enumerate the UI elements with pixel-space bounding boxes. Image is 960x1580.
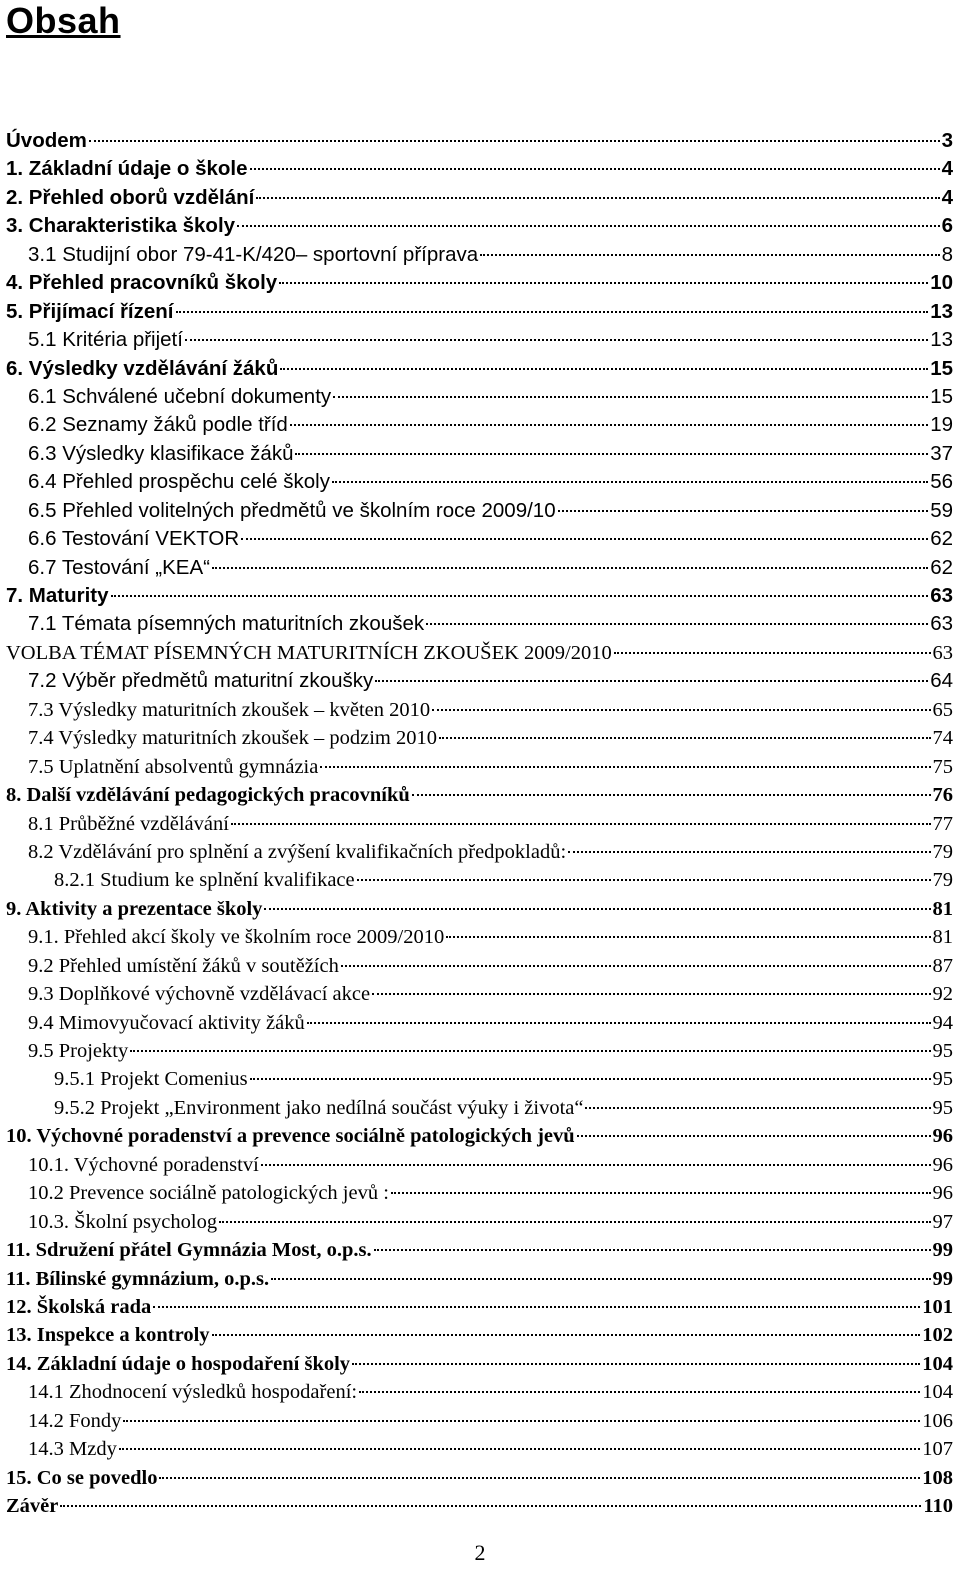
toc-entry-page: 79	[932, 840, 953, 863]
toc-entry[interactable]	[6, 1037, 953, 1065]
toc-entry-title: 8. Další vzdělávání pedagogických pracovníků	[6, 784, 410, 807]
toc-entry-page: 3	[941, 129, 953, 152]
toc-entry-page: 94	[932, 1011, 953, 1034]
toc-entry-page: 95	[932, 1040, 953, 1062]
toc-entry[interactable]	[6, 525, 953, 553]
toc-entry-title: 10.1. Výchovné poradenství	[28, 1153, 259, 1176]
dot-leader	[290, 424, 928, 426]
toc-entry[interactable]	[6, 610, 953, 638]
dot-leader	[212, 1334, 921, 1336]
toc-entry-page: 92	[932, 983, 953, 1006]
toc-entry-title: 14.3 Mzdy	[28, 1438, 117, 1461]
toc-entry-page: 95	[932, 1068, 953, 1091]
dot-leader	[250, 168, 940, 170]
dot-leader	[375, 680, 928, 682]
dot-leader	[357, 879, 931, 881]
toc-entry-page: 15	[930, 384, 953, 408]
dot-leader	[159, 1477, 920, 1479]
toc-entry[interactable]	[6, 753, 953, 781]
toc-entry[interactable]	[6, 724, 953, 752]
toc-entry-page: 96	[932, 1153, 953, 1176]
toc-entry-page: 108	[922, 1466, 953, 1489]
dot-leader	[432, 709, 930, 711]
dot-leader	[359, 1391, 920, 1393]
toc-entry-page: 97	[932, 1210, 953, 1233]
toc-entry-page: 19	[930, 413, 953, 437]
toc-entry-page: 65	[932, 698, 953, 721]
dot-leader	[333, 396, 928, 398]
toc-entry-title: 9. Aktivity a prezentace školy	[6, 897, 263, 920]
toc-entry[interactable]	[6, 639, 953, 667]
dot-leader	[372, 993, 930, 995]
dot-leader	[111, 595, 929, 597]
toc-entry[interactable]	[6, 1065, 953, 1093]
toc-entry[interactable]	[6, 554, 953, 582]
toc-entry-title: 10.2 Prevence sociálně patologických jevů :	[28, 1182, 389, 1205]
toc-entry-title: 3.1 Studijní obor 79-41-K/420– sportovní příprava	[28, 242, 479, 266]
toc-entry-title: 5.1 Kritéria přijetí	[28, 328, 183, 352]
toc-entry[interactable]	[6, 667, 953, 695]
toc-entry-page: 37	[930, 441, 953, 465]
toc-entry-title: 8.2 Vzdělávání pro splnění a zvýšení kvalifikačních předpokladů:	[28, 840, 567, 863]
toc-entry-title: 8.1 Průběžné vzdělávání	[28, 812, 229, 835]
toc-entry-page: 63	[930, 584, 953, 607]
dot-leader	[185, 339, 928, 341]
toc-entry[interactable]	[6, 1378, 953, 1406]
dot-leader	[280, 368, 928, 370]
toc-entry-page: 13	[930, 299, 953, 323]
toc-entry-page: 81	[932, 897, 953, 920]
toc-entry[interactable]	[6, 1321, 953, 1349]
dot-leader	[219, 1221, 930, 1223]
toc-entry-page: 74	[932, 727, 953, 750]
dot-leader	[250, 1078, 931, 1080]
toc-entry-page: 62	[930, 555, 953, 579]
toc-entry-page: 64	[930, 669, 953, 693]
toc-entry-page: 107	[922, 1438, 953, 1461]
toc-entry[interactable]	[6, 184, 953, 212]
dot-leader	[123, 1420, 920, 1422]
toc-entry-title: 4. Přehled pracovníků školy	[6, 271, 278, 295]
dot-leader	[261, 1164, 931, 1166]
toc-entry-title: 15. Co se povedlo	[6, 1466, 158, 1489]
toc-entry[interactable]	[6, 1350, 953, 1378]
dot-leader	[558, 510, 929, 512]
toc-entry-title: 14.1 Zhodnocení výsledků hospodaření:	[28, 1381, 358, 1404]
toc-entry-page: 13	[930, 328, 953, 352]
toc-entry-title: 7.4 Výsledky maturitních zkoušek – podzim 2010	[28, 727, 437, 750]
toc-entry[interactable]	[6, 923, 953, 951]
toc-entry-title: 11. Bílinské gymnázium, o.p.s.	[6, 1267, 270, 1290]
toc-entry-title: 7.1 Témata písemných maturitních zkoušek	[28, 612, 425, 636]
toc-entry-title: 8.2.1 Studium ke splnění kvalifikace	[54, 869, 355, 892]
toc-entry-page: 75	[932, 755, 953, 778]
toc-entry-page: 96	[932, 1182, 953, 1205]
dot-leader	[480, 254, 939, 256]
dot-leader	[341, 965, 931, 967]
toc-entry-title: 9.5.1 Projekt Comenius	[54, 1068, 248, 1091]
toc-entry-page: 10	[930, 271, 953, 295]
dot-leader	[264, 908, 930, 910]
toc-entry[interactable]	[6, 1122, 953, 1150]
toc-entry-page: 62	[930, 527, 953, 551]
toc-entry[interactable]	[6, 127, 953, 155]
toc-entry[interactable]	[6, 952, 953, 980]
toc-entry[interactable]	[6, 298, 953, 326]
toc-entry-title: 6.7 Testování „KEA“	[28, 555, 210, 579]
toc-entry-page: 99	[932, 1267, 953, 1290]
dot-leader	[320, 766, 930, 768]
toc-entry[interactable]	[6, 1009, 953, 1037]
toc-entry-title: 7.3 Výsledky maturitních zkoušek – květen 2010	[28, 698, 431, 721]
toc-entry-title: 6.2 Seznamy žáků podle tříd	[28, 413, 288, 437]
toc-entry-page: 4	[941, 185, 953, 209]
dot-leader	[332, 481, 928, 483]
toc-entry-page: 101	[922, 1295, 953, 1318]
toc-entry-title: 6.1 Schválené učební dokumenty	[28, 384, 332, 408]
toc-entry-title: 9.2 Přehled umístění žáků v soutěžích	[28, 954, 339, 977]
toc-entry-page: 95	[932, 1096, 953, 1119]
toc-entry[interactable]	[6, 269, 953, 297]
toc-entry[interactable]	[6, 241, 953, 269]
toc-entry-title: 13. Inspekce a kontroly	[6, 1324, 210, 1347]
toc-entry-page: 79	[932, 869, 953, 892]
toc-entry[interactable]	[6, 781, 953, 809]
toc-entry[interactable]	[6, 355, 953, 383]
toc-entry-title: Úvodem	[6, 129, 87, 152]
toc-entry-title: VOLBA TÉMAT PÍSEMNÝCH MATURITNÍCH ZKOUŠEK 2009/2010	[6, 641, 612, 664]
dot-leader	[391, 1192, 931, 1194]
dot-leader	[307, 1022, 931, 1024]
toc-entry[interactable]	[6, 838, 953, 866]
toc-entry[interactable]	[6, 866, 953, 894]
toc-entry-title: 6.6 Testování VEKTOR	[28, 527, 240, 551]
toc-entry[interactable]	[6, 383, 953, 411]
toc-entry-title: 7. Maturity	[6, 584, 109, 607]
toc-entry-page: 104	[922, 1381, 953, 1404]
dot-leader	[153, 1306, 920, 1308]
toc-entry-page: 63	[932, 641, 953, 664]
toc-entry-title: 1. Základní údaje o škole	[6, 157, 248, 181]
dot-leader	[119, 1448, 920, 1450]
dot-leader	[212, 567, 928, 569]
toc-entry-page: 59	[930, 498, 953, 522]
toc-entry[interactable]	[6, 980, 953, 1008]
toc-entry[interactable]	[6, 155, 953, 183]
toc-entry-title: 6. Výsledky vzdělávání žáků	[6, 356, 279, 380]
toc-entry[interactable]	[6, 440, 953, 468]
toc-entry-title: 9.4 Mimovyučovací aktivity žáků	[28, 1011, 305, 1034]
toc-entry[interactable]	[6, 497, 953, 525]
toc-entry-title: 7.2 Výběr předmětů maturitní zkoušky	[28, 669, 374, 693]
toc-entry[interactable]	[6, 895, 953, 923]
toc-entry-title: 9.5.2 Projekt „Environment jako nedílná součást výuky i života“	[54, 1096, 584, 1119]
toc-entry[interactable]	[6, 696, 953, 724]
toc-entry-page: 81	[932, 926, 953, 949]
dot-leader	[231, 823, 931, 825]
toc-entry-page: 8	[941, 242, 953, 266]
page-title: Obsah	[6, 0, 121, 41]
toc-entry-title: 14.2 Fondy	[28, 1409, 122, 1432]
toc-entry[interactable]	[6, 1293, 953, 1321]
toc-entry-page: 110	[923, 1495, 953, 1517]
toc-entry-title: 3. Charakteristika školy	[6, 214, 236, 238]
toc-entry-title: 12. Školská rada	[6, 1295, 152, 1318]
toc-entry-title: 5. Přijímací řízení	[6, 299, 174, 323]
dot-leader	[577, 1135, 931, 1137]
toc-entry-page: 63	[930, 612, 953, 636]
dot-leader	[352, 1363, 920, 1365]
page-number: 2	[474, 1540, 486, 1565]
toc-entry[interactable]	[6, 468, 953, 496]
dot-leader	[426, 623, 928, 625]
toc-entry-page: 87	[932, 954, 953, 977]
toc-entry[interactable]	[6, 1179, 953, 1207]
dot-leader	[614, 652, 931, 654]
dot-leader	[568, 851, 930, 853]
toc-entry-title: 10.3. Školní psycholog	[28, 1210, 218, 1233]
toc-entry[interactable]	[6, 1492, 953, 1520]
toc-entry[interactable]	[6, 326, 953, 354]
toc-entry[interactable]	[6, 810, 953, 838]
toc-entry-title: 9.5 Projekty	[28, 1040, 129, 1062]
toc-entry[interactable]	[6, 1265, 953, 1293]
toc-entry-page: 77	[932, 812, 953, 835]
dot-leader	[241, 538, 928, 540]
toc-entry[interactable]	[6, 1435, 953, 1463]
toc-entry[interactable]	[6, 582, 953, 610]
toc-entry-page: 56	[930, 470, 953, 494]
dot-leader	[412, 794, 931, 796]
dot-leader	[271, 1278, 930, 1280]
toc-entry-title: 9.3 Doplňkové výchovně vzdělávací akce	[28, 983, 371, 1006]
dot-leader	[374, 1249, 931, 1251]
dot-leader	[585, 1107, 930, 1109]
toc-entry-page: 76	[932, 784, 953, 807]
dot-leader	[295, 453, 928, 455]
toc-entry-page: 6	[941, 214, 953, 238]
toc-entry[interactable]	[6, 411, 953, 439]
toc-entry-title: 14. Základní údaje o hospodaření školy	[6, 1352, 351, 1375]
toc-entry[interactable]	[6, 1236, 953, 1264]
dot-leader	[279, 282, 928, 284]
toc-entry-title: 9.1. Přehled akcí školy ve školním roce 2009/2010	[28, 926, 445, 949]
toc-entry-page: 102	[922, 1324, 953, 1347]
toc-entry-page: 96	[932, 1125, 953, 1148]
toc-entry[interactable]	[6, 1208, 953, 1236]
dot-leader	[60, 1505, 921, 1507]
toc-entry-title: 2. Přehled oborů vzdělání	[6, 185, 255, 209]
toc-entry-page: 15	[930, 356, 953, 380]
dot-leader	[256, 197, 939, 199]
toc-entry-title: Závěr	[6, 1495, 59, 1517]
toc-entry-title: 6.3 Výsledky klasifikace žáků	[28, 441, 294, 465]
dot-leader	[439, 737, 931, 739]
toc-entry-page: 104	[922, 1352, 953, 1375]
toc-entry-page: 99	[932, 1239, 953, 1262]
toc-entry-title: 7.5 Uplatnění absolventů gymnázia	[28, 755, 319, 778]
toc-entry-title: 10. Výchovné poradenství a prevence sociálně patologických jevů	[6, 1125, 575, 1148]
table-of-contents	[6, 127, 953, 1520]
toc-entry-title: 6.5 Přehled volitelných předmětů ve školním roce 2009/10	[28, 498, 556, 522]
toc-entry-title: 11. Sdružení přátel Gymnázia Most, o.p.s.	[6, 1239, 372, 1262]
dot-leader	[176, 311, 929, 313]
toc-entry[interactable]	[6, 212, 953, 240]
toc-entry-page: 4	[941, 157, 953, 181]
toc-entry[interactable]	[6, 1151, 953, 1179]
toc-entry-title: 6.4 Přehled prospěchu celé školy	[28, 470, 330, 494]
toc-entry[interactable]	[6, 1464, 953, 1492]
toc-entry[interactable]	[6, 1407, 953, 1435]
dot-leader	[130, 1050, 930, 1052]
dot-leader	[446, 936, 930, 938]
toc-entry[interactable]	[6, 1094, 953, 1122]
toc-entry-page: 106	[922, 1409, 953, 1432]
dot-leader	[89, 140, 940, 142]
dot-leader	[237, 225, 940, 227]
